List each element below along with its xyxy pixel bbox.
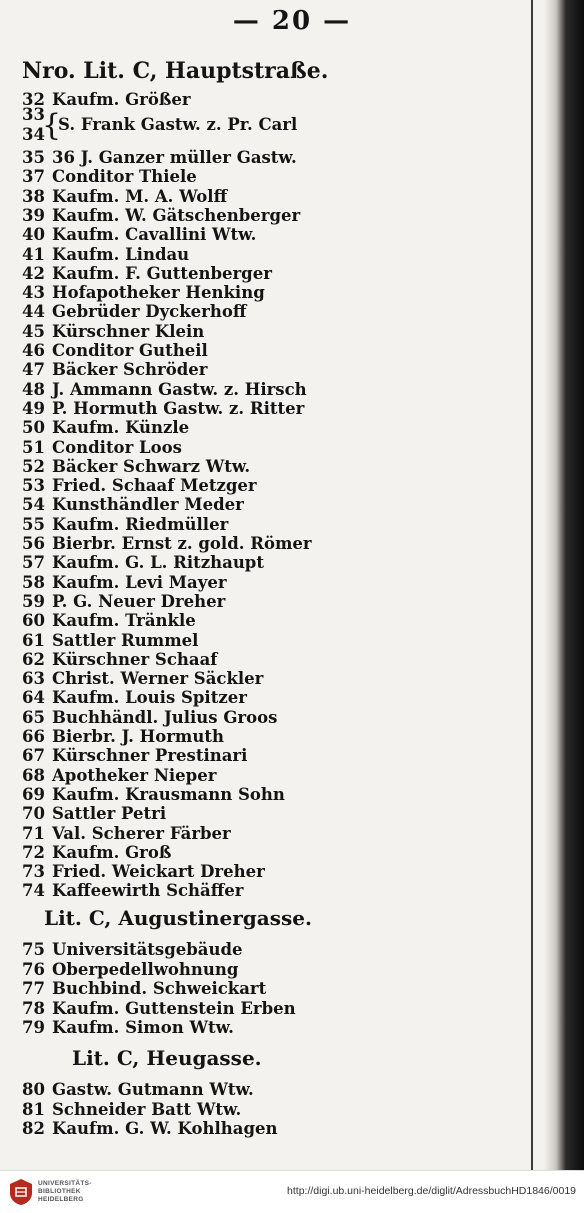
resident-name: Kaffeewirth Schäffer xyxy=(52,881,244,901)
book-spine-shadow xyxy=(544,0,584,1170)
resident-name: Gastw. Gutmann Wtw. xyxy=(52,1080,254,1099)
house-number: 54 xyxy=(22,495,45,515)
resident-name: P. Hormuth Gastw. z. Ritter xyxy=(52,398,305,418)
house-number: 68 xyxy=(22,765,45,785)
list-item xyxy=(22,999,296,1019)
house-number: 43 xyxy=(22,283,45,303)
house-number: 65 xyxy=(22,707,45,727)
resident-name: Kaufm. Künzle xyxy=(52,418,190,438)
footer-bar xyxy=(0,1170,584,1213)
house-number: 45 xyxy=(22,321,45,341)
resident-name: Kürschner Klein xyxy=(52,321,205,341)
list-item xyxy=(22,940,243,960)
list-item xyxy=(22,515,228,535)
house-number: 56 xyxy=(22,534,45,553)
resident-name: Conditor Gutheil xyxy=(52,341,208,360)
resident-name: Kürschner Schaaf xyxy=(52,649,218,669)
house-number: 78 xyxy=(22,998,45,1018)
list-item xyxy=(22,785,285,805)
house-number: 77 xyxy=(22,979,45,998)
list-item xyxy=(22,1100,241,1120)
resident-name: Kaufm. Cavallini Wtw. xyxy=(52,225,257,245)
house-number: 60 xyxy=(22,611,45,631)
resident-name: Buchbind. Schweickart xyxy=(52,979,267,998)
house-number: 34 xyxy=(22,125,45,144)
house-number: 62 xyxy=(22,649,45,669)
house-number: 72 xyxy=(22,842,45,862)
list-item xyxy=(22,1119,277,1139)
resident-name: Kunsthändler Meder xyxy=(52,495,244,515)
resident-name: J. Ammann Gastw. z. Hirsch xyxy=(52,379,307,399)
resident-name: Kaufm. Guttenstein Erben xyxy=(52,998,296,1018)
list-item xyxy=(22,187,227,207)
resident-name: S. Frank Gastw. z. Pr. Carl xyxy=(58,115,298,134)
source-url-link[interactable]: http://digi.ub.uni-heidelberg.de/diglit/AdressbuchHD1846/0019 xyxy=(287,1185,576,1197)
resident-name: Kaufm. Riedmüller xyxy=(52,514,229,534)
house-number: 82 xyxy=(22,1119,45,1138)
list-item xyxy=(22,960,238,980)
list-item xyxy=(22,688,247,708)
list-item xyxy=(22,476,257,496)
house-number: 55 xyxy=(22,514,45,534)
house-number: 40 xyxy=(22,225,45,245)
house-number: 75 xyxy=(22,940,45,959)
list-item xyxy=(22,881,243,901)
resident-name: Oberpedellwohnung xyxy=(52,959,239,979)
house-number: 37 xyxy=(22,167,45,187)
house-number: 33 xyxy=(22,105,45,124)
resident-name: Bäcker Schröder xyxy=(52,360,208,380)
resident-name: Kaufm. Levi Mayer xyxy=(52,572,227,592)
list-item xyxy=(22,1018,234,1038)
house-number: 58 xyxy=(22,572,45,592)
house-number: 59 xyxy=(22,591,45,611)
list-item xyxy=(22,90,191,110)
resident-name: Conditor Loos xyxy=(52,437,182,457)
list-item xyxy=(22,804,166,824)
list-item xyxy=(22,322,204,342)
house-number: 69 xyxy=(22,784,45,804)
resident-name: Kaufm. Größer xyxy=(52,90,191,109)
house-number: 67 xyxy=(22,746,45,766)
list-item xyxy=(22,979,266,999)
house-number: 38 xyxy=(22,186,45,206)
list-item xyxy=(22,746,247,766)
resident-name: Fried. Schaaf Metzger xyxy=(52,476,257,496)
resident-name: Kürschner Prestinari xyxy=(52,746,248,766)
list-item xyxy=(22,225,256,245)
list-item xyxy=(22,245,189,265)
section-heading-hauptstrasse: Nro. Lit. C, Hauptstraße. xyxy=(22,58,329,84)
list-item xyxy=(22,399,304,419)
resident-name: Fried. Weickart Dreher xyxy=(52,862,265,882)
library-logo-text xyxy=(38,1180,92,1204)
resident-name: Apotheker Nieper xyxy=(52,765,217,785)
list-item xyxy=(22,534,312,554)
resident-name: Kaufm. G. W. Kohlhagen xyxy=(52,1119,278,1138)
resident-name: Bierbr. Ernst z. gold. Römer xyxy=(52,534,312,553)
list-item xyxy=(22,862,265,882)
house-number: 80 xyxy=(22,1080,45,1099)
list-item xyxy=(22,380,307,400)
list-item xyxy=(22,167,197,187)
list-item xyxy=(22,264,272,284)
resident-name: Kaufm. Groß xyxy=(52,842,172,862)
house-number: 70 xyxy=(22,804,45,824)
resident-name: Bäcker Schwarz Wtw. xyxy=(52,456,251,476)
resident-name: Kaufm. M. A. Wolff xyxy=(52,186,228,206)
resident-name: Sattler Rummel xyxy=(52,630,199,650)
list-item xyxy=(22,206,300,226)
logo-line: UNIVERSITÄTS- xyxy=(38,1180,92,1187)
house-number: 47 xyxy=(22,360,45,380)
house-number: 76 xyxy=(22,959,45,979)
house-number: 66 xyxy=(22,727,45,746)
list-item xyxy=(22,148,297,168)
list-item xyxy=(22,360,207,380)
logo-line: BIBLIOTHEK xyxy=(38,1188,81,1195)
resident-name: P. G. Neuer Dreher xyxy=(52,591,226,611)
library-seal-icon xyxy=(8,1178,34,1206)
house-number: 61 xyxy=(22,630,45,650)
resident-name: Buchhändl. Julius Groos xyxy=(52,707,278,727)
resident-name: Kaufm. Louis Spitzer xyxy=(52,688,247,708)
list-item xyxy=(22,708,277,728)
house-number: 52 xyxy=(22,456,45,476)
list-item xyxy=(22,727,224,747)
resident-name: Kaufm. F. Guttenberger xyxy=(52,263,272,283)
house-number: 73 xyxy=(22,862,45,882)
list-item xyxy=(22,631,198,651)
logo-line: HEIDELBERG xyxy=(38,1196,84,1203)
resident-name: Gebrüder Dyckerhoff xyxy=(52,302,247,322)
resident-name: Kaufm. Lindau xyxy=(52,244,190,264)
list-item xyxy=(22,611,196,631)
house-number: 46 xyxy=(22,341,45,360)
section-heading-augustinergasse: Lit. C, Augustinergasse. xyxy=(44,906,312,930)
section-heading-heugasse: Lit. C, Heugasse. xyxy=(72,1046,262,1070)
house-number: 51 xyxy=(22,437,45,457)
house-number: 57 xyxy=(22,553,45,573)
resident-name: Bierbr. J. Hormuth xyxy=(52,727,224,746)
resident-name: Kaufm. W. Gätschenberger xyxy=(52,205,301,225)
list-item xyxy=(22,457,250,477)
house-number: 44 xyxy=(22,302,45,322)
house-number: 32 xyxy=(22,90,45,109)
list-item xyxy=(22,495,244,515)
list-item xyxy=(22,573,227,593)
list-item xyxy=(22,843,171,863)
page-number: — 20 — xyxy=(232,6,352,36)
house-number: 81 xyxy=(22,1099,45,1119)
house-number: 39 xyxy=(22,205,45,225)
resident-name: Universitätsgebäude xyxy=(52,940,243,959)
house-number: 50 xyxy=(22,418,45,438)
resident-name: Val. Scherer Färber xyxy=(52,823,231,843)
house-number: 48 xyxy=(22,379,45,399)
house-number: 41 xyxy=(22,244,45,264)
page-gutter-line xyxy=(531,0,533,1170)
resident-name: 36 J. Ganzer müller Gastw. xyxy=(52,148,297,167)
resident-name: Schneider Batt Wtw. xyxy=(52,1099,242,1119)
list-item xyxy=(22,283,265,303)
list-item xyxy=(22,438,182,458)
resident-name: Kaufm. Krausmann Sohn xyxy=(52,784,285,804)
house-number: 64 xyxy=(22,688,45,708)
house-number: 71 xyxy=(22,823,45,843)
resident-name: Kaufm. G. L. Ritzhaupt xyxy=(52,553,264,573)
list-item xyxy=(22,592,225,612)
house-number: 63 xyxy=(22,669,45,689)
house-number: 49 xyxy=(22,398,45,418)
house-number: 53 xyxy=(22,476,45,496)
house-number: 74 xyxy=(22,881,45,901)
list-item xyxy=(22,302,246,322)
resident-name: Kaufm. Tränkle xyxy=(52,611,196,631)
list-item xyxy=(22,553,264,573)
resident-name: Hofapotheker Henking xyxy=(52,283,265,303)
list-item xyxy=(22,766,216,786)
list-item xyxy=(22,669,263,689)
list-item xyxy=(22,418,189,438)
resident-name: Sattler Petri xyxy=(52,804,167,824)
brace-symbol: { xyxy=(42,108,62,143)
resident-name: Conditor Thiele xyxy=(52,167,197,187)
list-item xyxy=(22,341,208,361)
list-item xyxy=(22,1080,254,1100)
house-number: 79 xyxy=(22,1018,45,1037)
resident-name: Kaufm. Simon Wtw. xyxy=(52,1018,234,1037)
house-number: 35 xyxy=(22,148,45,167)
resident-name: Christ. Werner Säckler xyxy=(52,669,264,689)
house-number: 42 xyxy=(22,263,45,283)
list-item xyxy=(22,824,231,844)
list-item xyxy=(22,650,217,670)
